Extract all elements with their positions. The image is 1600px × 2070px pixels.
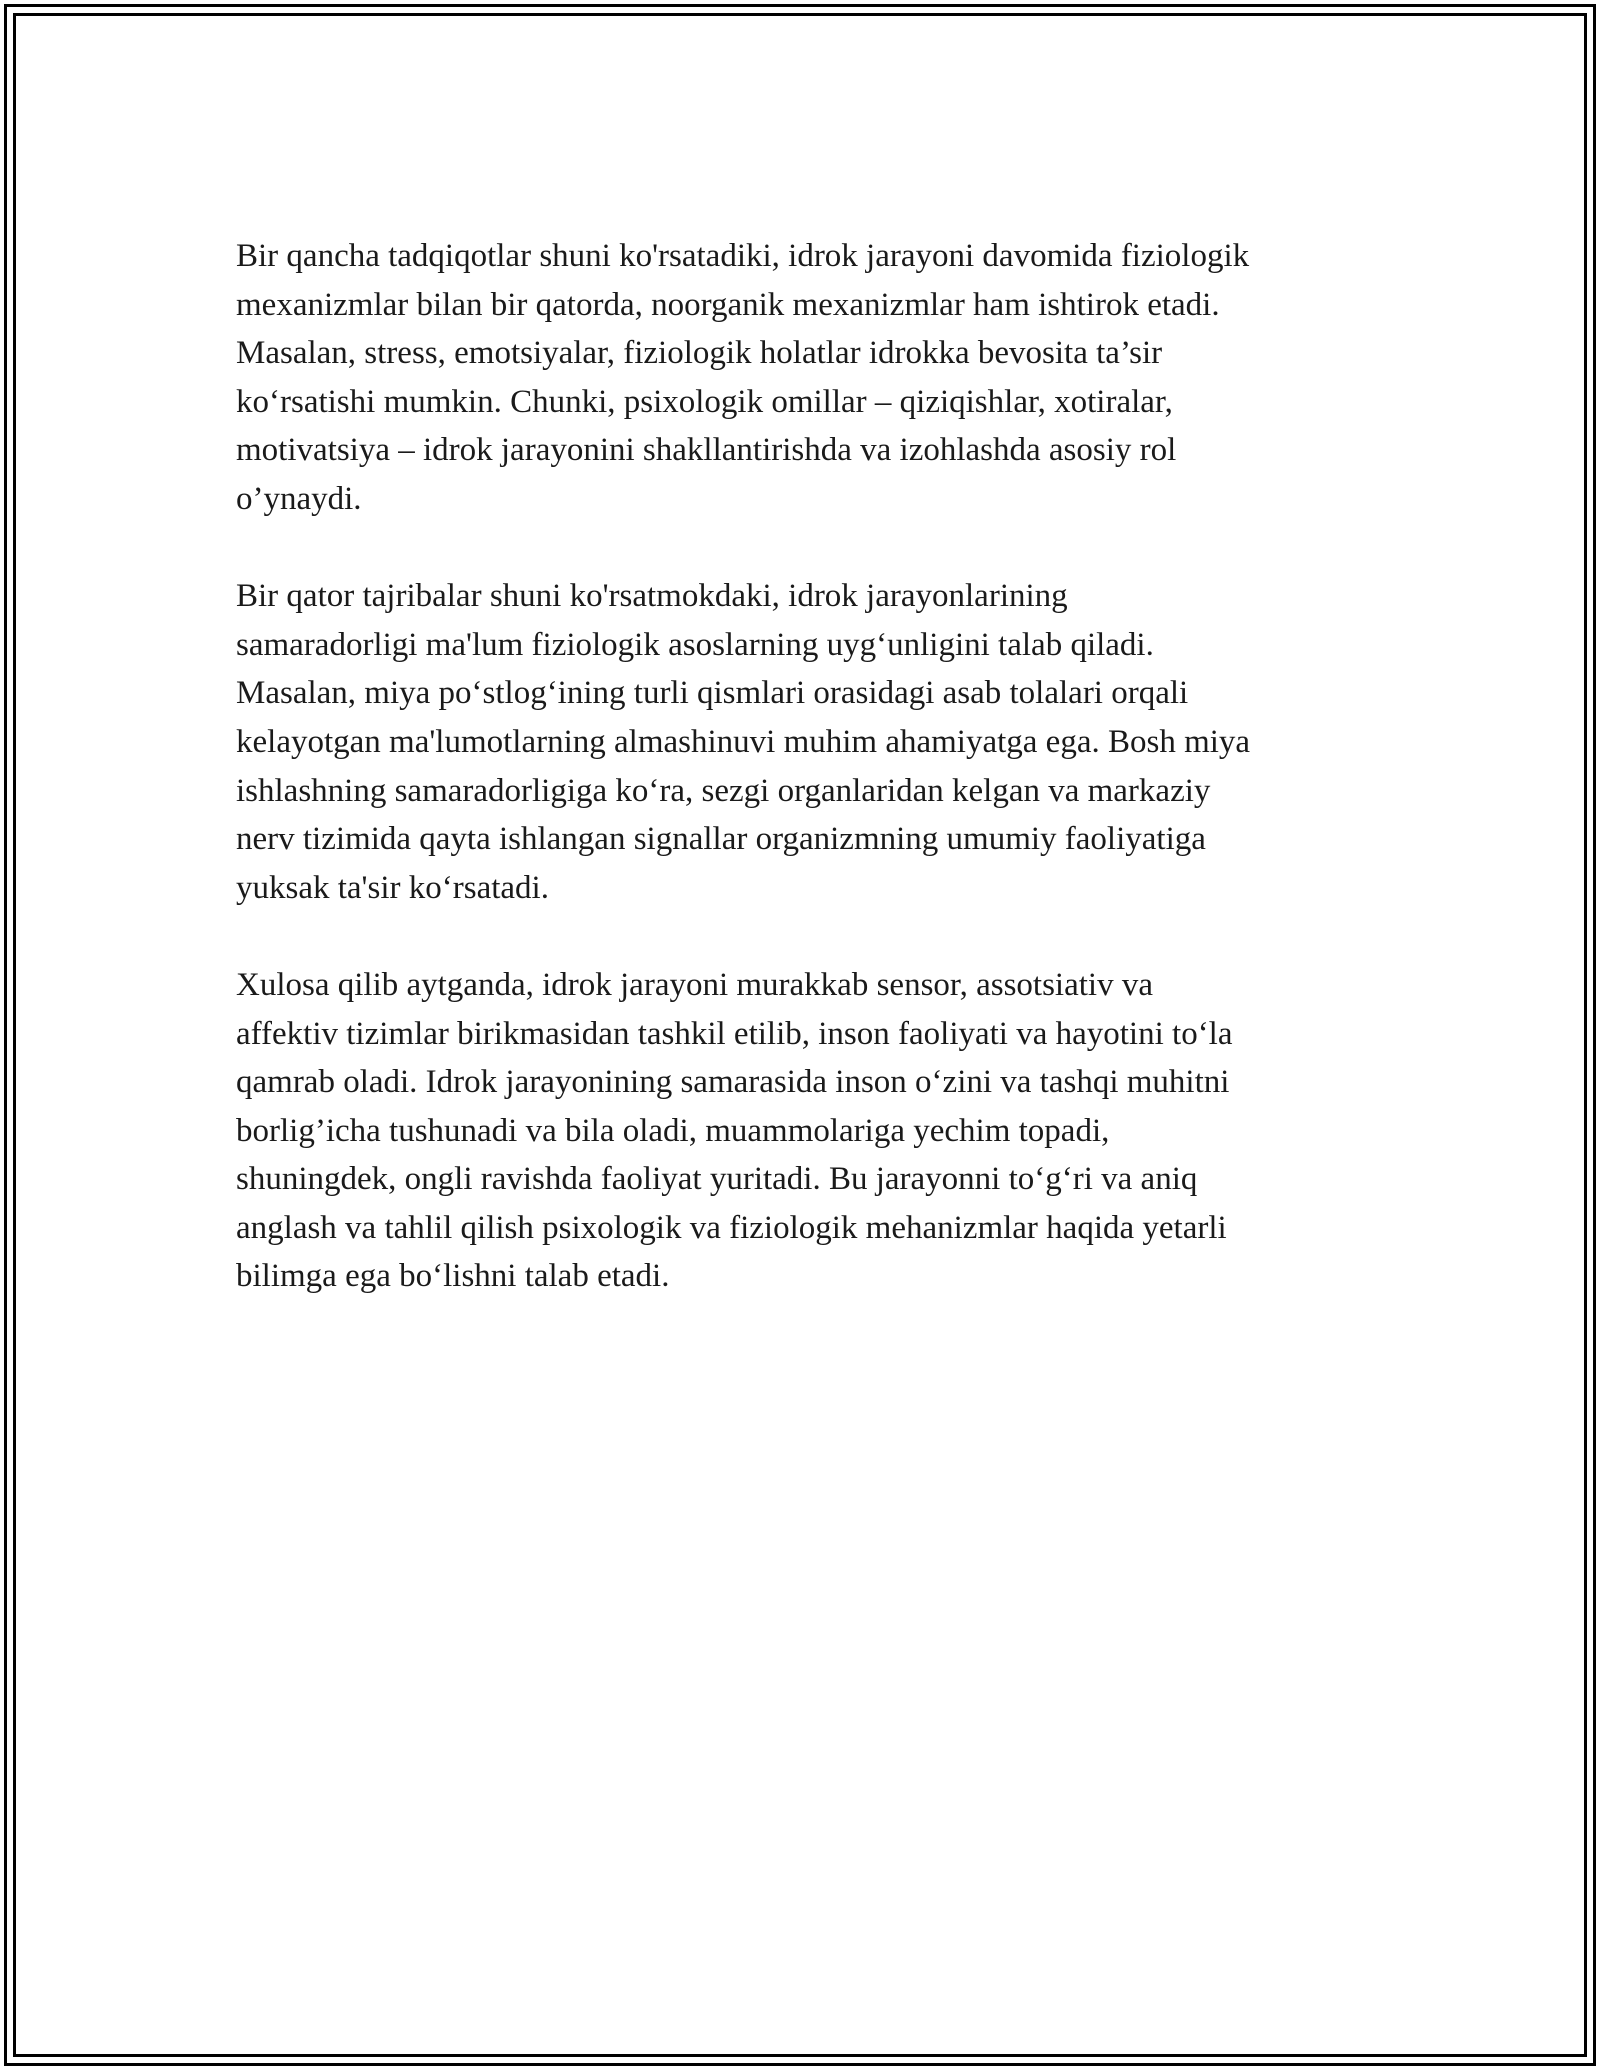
paragraph-2: Bir qator tajribalar shuni ko'rsatmokdaki, idrok jarayonlarining samaradorligi ma'lum fiziologik asoslarning uyg‘unligini talab qiladi. Masalan, miya po‘stlog‘ining turli qismlari orasidagi asab tolalari orqali kelayotgan ma'lumotlarning almashinuvi muhim ahamiyatga ega. Bosh miya ishlashning samaradorligiga ko‘ra, sezgi organlaridan kelgan va markaziy nerv tizimida qayta ishlangan signallar organizmning umumiy faoliyatiga yuksak ta'sir ko‘rsatadi.: [236, 578, 1251, 906]
paragraph-3: Xulosa qilib aytganda, idrok jarayoni murakkab sensor, assotsiativ va affektiv tizimlar birikmasidan tashkil etilib, inson faoliyati va hayotini to‘la qamrab oladi. Idrok jarayonining samarasida inson o‘zini va tashqi muhitni borlig’icha tushunadi va bila oladi, muammolariga yechim topadi, shuningdek, ongli ravishda faoliyat yuritadi. Bu jarayonni to‘g‘ri va aniq anglash va tahlil qilish psixologik va fiziologik mehanizmlar haqida yetarli bilimga ega bo‘lishni talab etadi.: [236, 966, 1233, 1295]
paragraph-1: Bir qancha tadqiqotlar shuni ko'rsatadiki, idrok jarayoni davomida fiziologik mexanizmlar bilan bir qatorda, noorganik mexanizmlar ham ishtirok etadi. Masalan, stress, emotsiyalar, fiziologik holatlar idrokka bevosita ta’sir ko‘rsatishi mumkin. Chunki, psixologik omillar – qiziqishlar, xotiralar, motivatsiya – idrok jarayonini shakllantirishda va izohlashda asosiy rol o’ynaydi.: [236, 238, 1250, 517]
document-body: [236, 232, 1376, 1350]
